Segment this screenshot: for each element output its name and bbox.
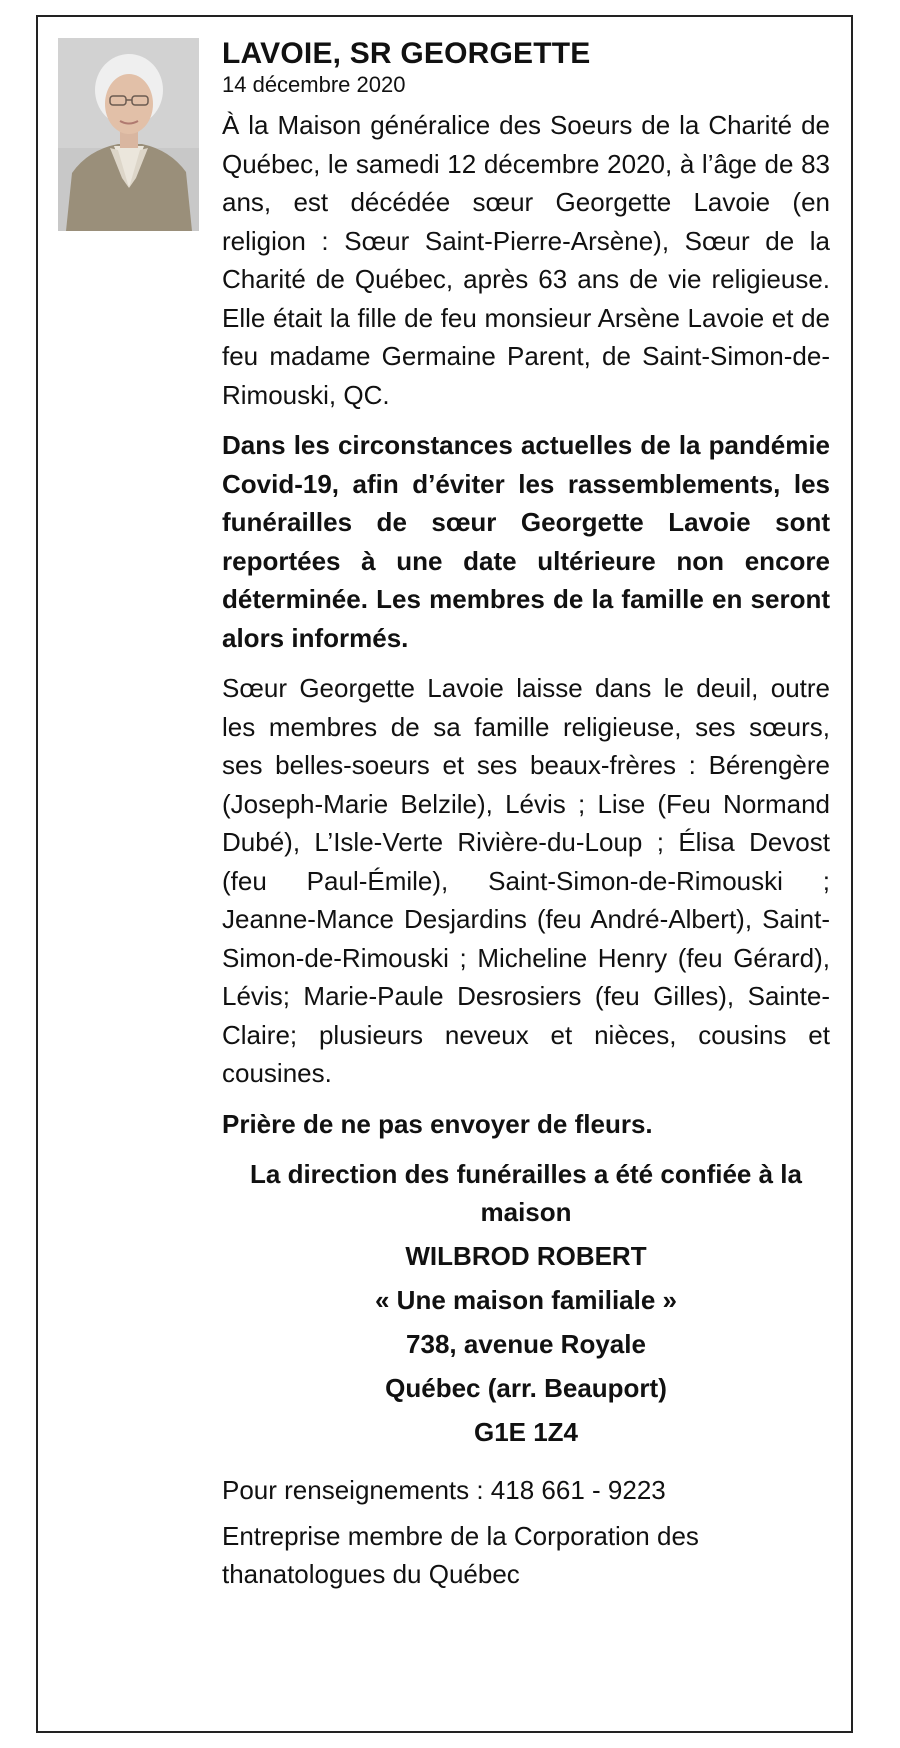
funeral-home-city: Québec (arr. Beauport) bbox=[385, 1372, 667, 1403]
portrait-photo bbox=[58, 38, 199, 231]
obituary-content bbox=[222, 36, 830, 1593]
deceased-name: LAVOIE, SR GEORGETTE bbox=[222, 37, 591, 70]
funeral-home-postal-code: G1E 1Z4 bbox=[473, 1416, 579, 1447]
funeral-home-slogan: « Une maison familiale » bbox=[374, 1284, 677, 1315]
funeral-home-intro: La direction des funérailles a été confiée à la maison bbox=[250, 1158, 802, 1227]
death-announcement-paragraph: À la Maison généralice des Soeurs de la Charité de Québec, le samedi 12 décembre 2020, à l’âge de 83 ans, est décédée sœur Georgette Lavoie (en religion : Sœur Saint-Pierre-Arsène), Sœur de la Charité de Québec, après 63 ans de vie religieuse. Elle était la fille de feu monsieur Arsène Lavoie et de feu madame Germaine Parent, de Saint-Simon-de-Rimouski, QC. bbox=[222, 110, 830, 410]
portrait-illustration bbox=[58, 38, 199, 231]
family-paragraph: Sœur Georgette Lavoie laisse dans le deuil, outre les membres de sa famille religieuse, ses sœurs, ses belles-soeurs et ses beaux-frères : Bérengère (Joseph-Marie Belzile), Lévis ; Lise (Feu Normand Dubé), L’Isle-Verte Rivière-du-Loup ; Élisa Devost (feu Paul-Émile), Saint-Simon-de-Rimouski ; Jeanne-Mance Desjardins (feu André-Albert), Saint-Simon-de-Rimouski ; Micheline Henry (feu Gérard), Lévis; Marie-Paule Desrosiers (feu Gilles), Sainte-Claire; plusieurs neveux et nièces, cousins et cousines. bbox=[222, 673, 830, 1088]
info-phone: Pour renseignements : 418 661 - 9223 bbox=[222, 1474, 666, 1505]
funeral-home-name: WILBROD ROBERT bbox=[405, 1240, 647, 1271]
covid-notice-paragraph: Dans les circonstances actuelles de la pandémie Covid-19, afin d’éviter les rassemblements, les funérailles de sœur Georgette Lavoie sont reportées à une date ultérieure non encore déterminée. Les membres de la famille en seront alors informés. bbox=[222, 430, 830, 653]
funeral-home-address: 738, avenue Royale bbox=[406, 1328, 646, 1359]
publication-date: 14 décembre 2020 bbox=[222, 72, 406, 97]
corporation-membership: Entreprise membre de la Corporation des thanatologues du Québec bbox=[222, 1520, 699, 1589]
flowers-notice: Prière de ne pas envoyer de fleurs. bbox=[222, 1108, 653, 1139]
